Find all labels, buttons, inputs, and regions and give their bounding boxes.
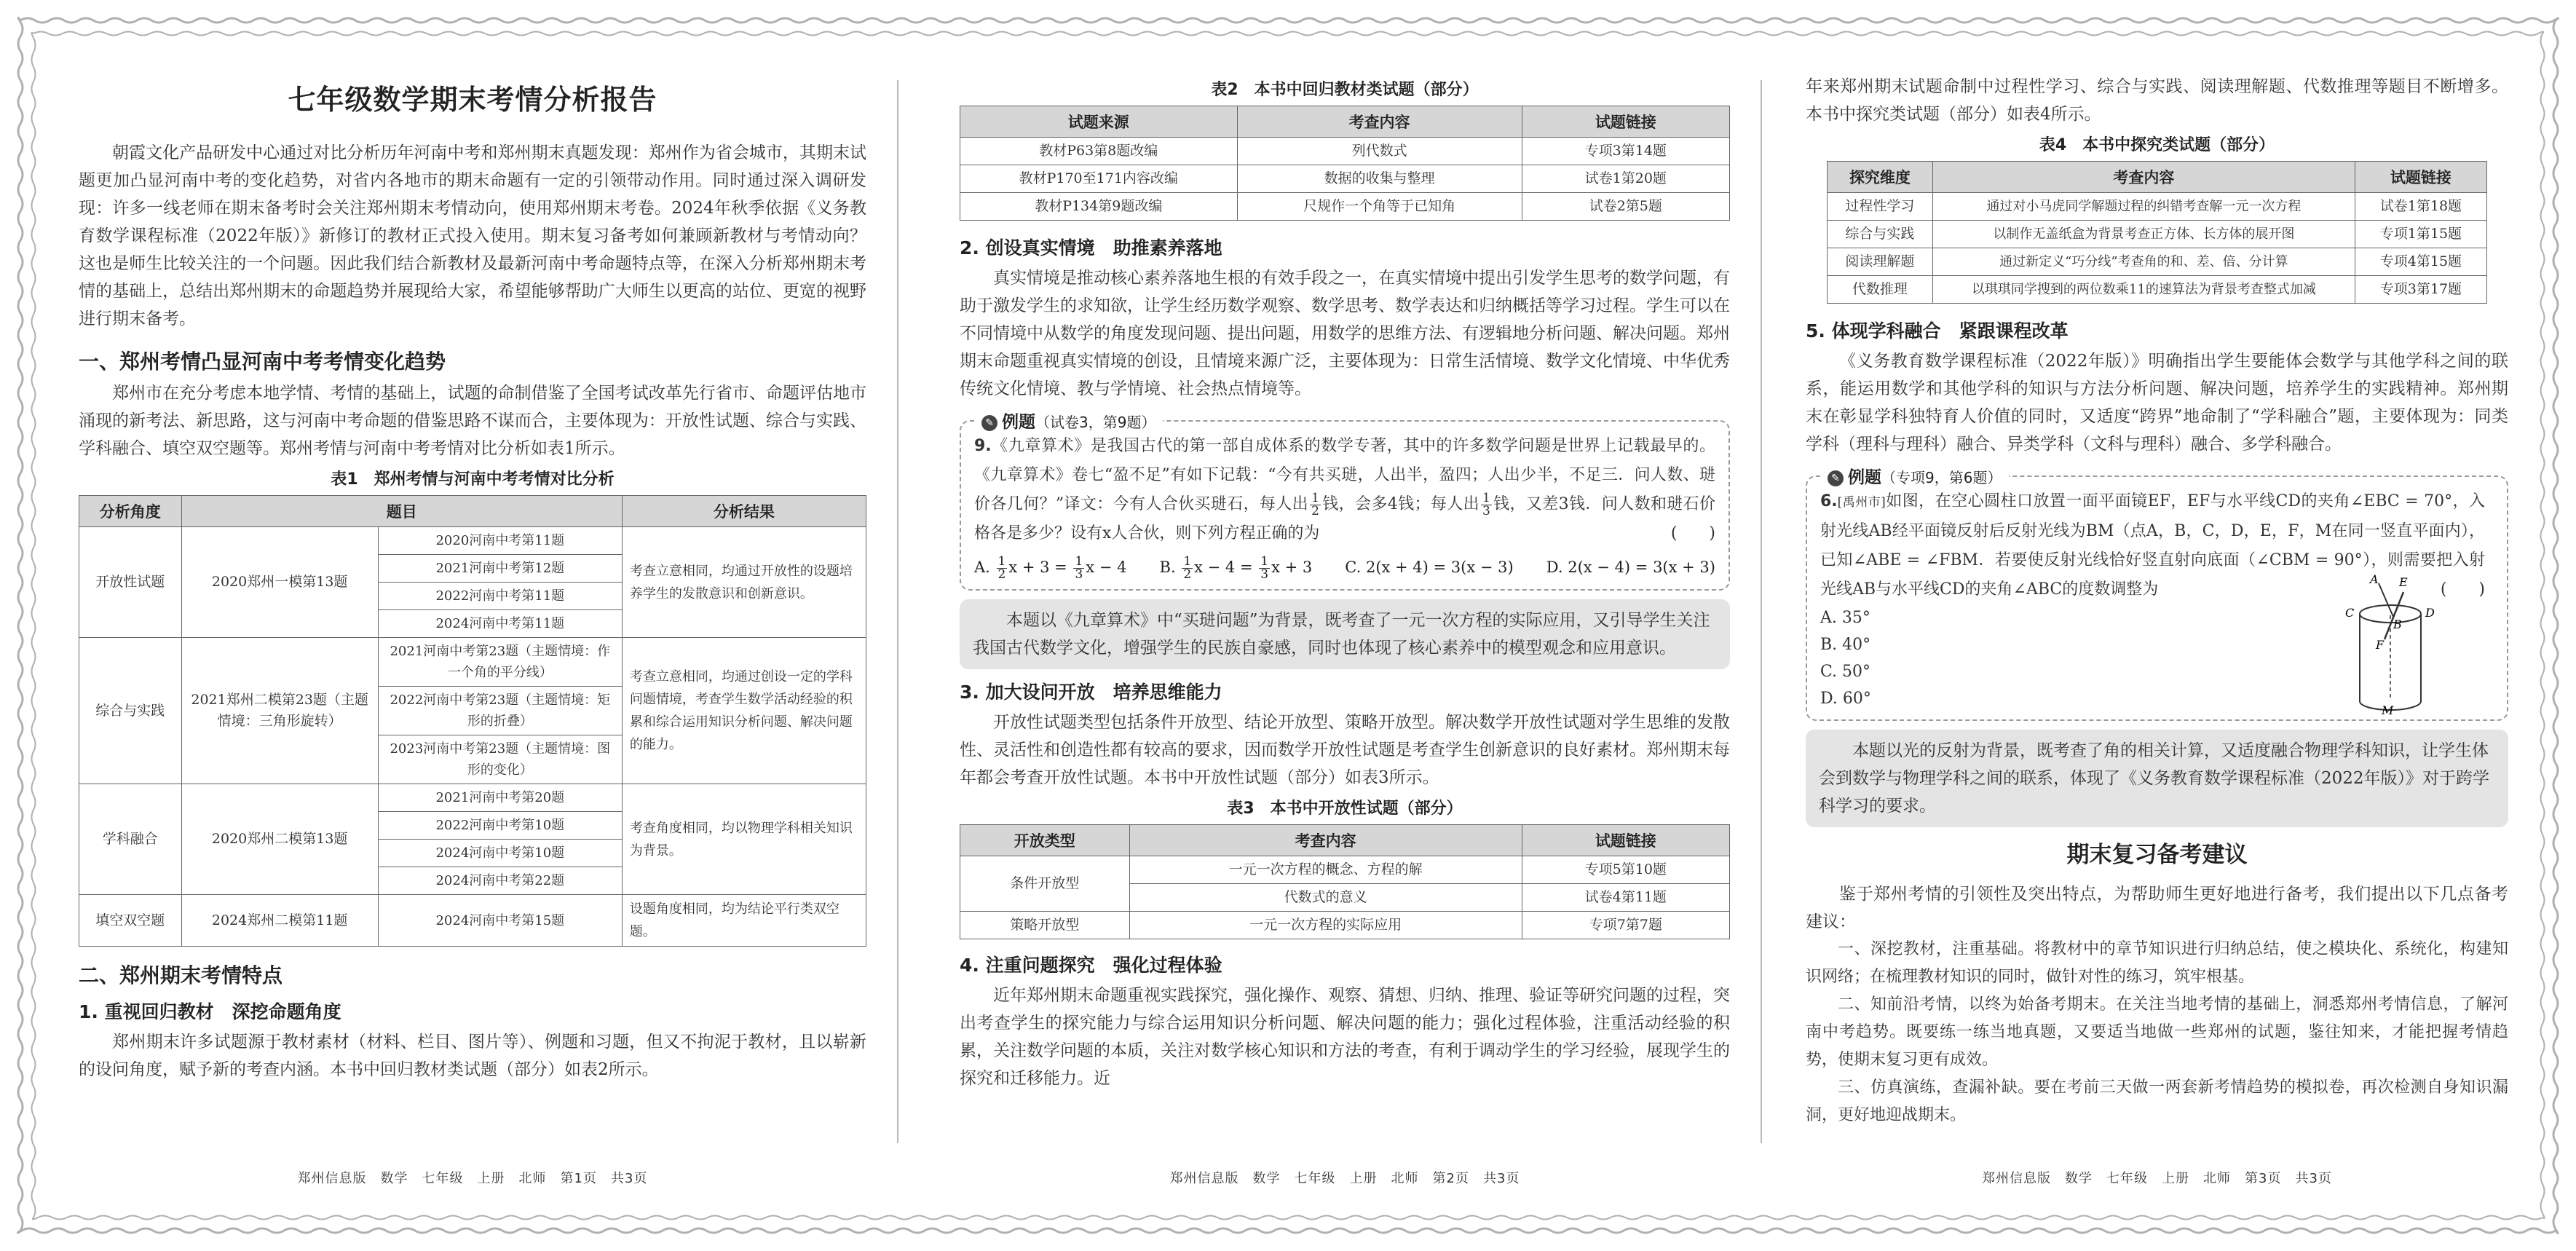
table-cell: 专项1第15题 — [2355, 221, 2486, 248]
table-header: 题目 — [181, 496, 622, 527]
figure-label: E — [2399, 575, 2408, 589]
table-caption: 表3 本书中开放性试题（部分） — [1227, 800, 1463, 818]
figure-label: A — [2370, 572, 2379, 586]
subsection-heading: 2. 创设真实情境 助推素养落地 — [960, 237, 1222, 259]
table-cell: 考查角度相同，均以物理学科相关知识为背景。 — [622, 784, 866, 895]
table-cell: 教材P134第9题改编 — [960, 193, 1238, 221]
option-a: A. $\frac{1}{2}$ x + 3 = $\frac{1}{3}$ x − 4 — [974, 554, 1127, 582]
table-row — [960, 856, 1730, 884]
table-cell: 专项5第10题 — [1522, 856, 1729, 884]
advice-intro: 鉴于郑州考情的引领性及突出特点，为帮助师生更好地进行备考，我们提出以下几点备考建议： — [1806, 885, 2508, 931]
table-cell: 专项3第14题 — [1522, 138, 1729, 165]
subsection-paragraph: 近年郑州期末命题重视实践探究，强化操作、观察、猜想、归纳、推理、验证等研究问题的过程，突出考查学生的探究能力与综合运用知识分析问题、解决问题的能力；强化过程体验，注重活动经验的积累，关注数学问题的本质，关注对数学核心知识和方法的考查，有利于调动学生的学习经验，展现学生的探究和迁移能力。近 — [960, 986, 1730, 1088]
subsection-paragraph: 郑州期末许多试题源于教材素材（材料、栏目、图片等）、例题和习题，但又不拘泥于教材，且以崭新的设问角度，赋予新的考查内涵。本书中回归教材类试题（部分）如表2所示。 — [79, 1033, 866, 1079]
table-cell: 2021郑州二模第23题（主题情境：三角形旋转） — [181, 638, 378, 784]
advice-title: 期末复习备考建议 — [2066, 842, 2248, 868]
table-cell: 2024河南中考第11题 — [378, 610, 622, 638]
table-cell: 专项3第17题 — [2355, 276, 2486, 304]
table-cell: 考查立意相同，均通过开放性的设题培养学生的发散意识和创新意识。 — [622, 527, 866, 638]
table-cell: 教材P170至171内容改编 — [960, 165, 1238, 193]
table-header: 考查内容 — [1932, 162, 2355, 193]
question-stem: 钱，又差3钱．问人数和琎石价格各是多少？设有x人合伙，则下列方程正确的为 — [974, 495, 1716, 542]
option-d: D. 2(x − 4) = 3(x + 3) — [1546, 559, 1715, 576]
table-cell: 综合与实践 — [79, 638, 182, 784]
table-cell: 代数式的意义 — [1129, 884, 1522, 912]
analysis-box: 本题以光的反射为背景，既考查了角的相关计算，又适度融合物理学科知识，让学生体会到数学与物理学科之间的联系，体现了《义务教育数学课程标准（2022年版）》对于跨学科学习的要求。 — [1806, 730, 2508, 827]
exploration-table — [1827, 161, 2487, 304]
table-cell: 填空双空题 — [79, 895, 182, 947]
table-row — [1827, 276, 2486, 304]
section-heading: 二、郑州期末考情特点 — [79, 963, 283, 987]
table-cell: 过程性学习 — [1827, 193, 1932, 221]
table-cell: 2024河南中考第10题 — [378, 840, 622, 867]
advice-item: 一、深挖教材，注重基础。将教材中的章节知识进行归纳总结，使之模块化、系统化，构建知识网络；在梳理教材知识的同时，做针对性的练习，筑牢根基。 — [1806, 940, 2508, 986]
table-cell: 代数推理 — [1827, 276, 1932, 304]
comparison-table — [79, 495, 866, 947]
example-box — [1806, 468, 2508, 721]
table-row — [960, 138, 1730, 165]
answer-paren: ( ) — [1670, 524, 1715, 542]
option-d: D. 60° — [1820, 690, 1871, 708]
table-cell: 2024河南中考第15题 — [378, 895, 622, 947]
subsection-paragraph: 真实情境是推动核心素养落地生根的有效手段之一，在真实情境中提出引发学生思考的数学问题，有助于激发学生的求知欲，让学生经历数学观察、数学思考、数学表达和归纳概括等学习过程。学生可以在不同情境中从数学的角度发现问题、提出问题，用数学的思维方法、有逻辑地分析问题、解决问题。郑州期末命题重视真实情境的创设，且情境来源广泛，主要体现为：日常生活情境、数学文化情境、中华优秀传统文化情境、教与学情境、社会热点情境等。 — [960, 269, 1730, 398]
figure-label: C — [2345, 606, 2355, 620]
option-a: A. 35° — [1820, 609, 1870, 627]
pencil-icon: ✎ — [981, 415, 997, 431]
table-cell: 2024郑州二模第11题 — [181, 895, 378, 947]
example-label: 例题 — [1002, 413, 1035, 432]
table-cell: 2022河南中考第11题 — [378, 583, 622, 610]
table-row — [79, 638, 866, 687]
table-caption: 表2 本书中回归教材类试题（部分） — [1211, 81, 1479, 99]
subsection-heading: 3. 加大设问开放 培养思维能力 — [960, 682, 1222, 703]
table-header: 开放类型 — [960, 825, 1130, 856]
table-header: 分析角度 — [79, 496, 182, 527]
table-header: 考查内容 — [1237, 106, 1522, 138]
table-cell: 开放性试题 — [79, 527, 182, 638]
table-cell: 2020河南中考第11题 — [378, 527, 622, 555]
table-cell: 设题角度相同，均为结论平行类双空题。 — [622, 895, 866, 947]
table-cell: 2022河南中考第23题（主题情境：矩形的折叠） — [378, 687, 622, 735]
mirror-ef — [2385, 592, 2403, 639]
table-row — [1827, 221, 2486, 248]
table-row — [1827, 193, 2486, 221]
analysis-box: 本题以《九章算术》中“买琎问题”为背景，既考查了一元一次方程的实际应用，又引导学生关注我国古代数学文化，增强学生的民族自豪感，同时也体现了核心素养中的模型观念和应用意识。 — [960, 599, 1730, 669]
table-cell: 一元一次方程的实际应用 — [1129, 912, 1522, 939]
column-divider — [1761, 80, 1762, 1143]
table-cell: 专项4第15题 — [2355, 248, 2486, 276]
table-cell: 2023河南中考第23题（主题情境：图形的变化） — [378, 735, 622, 784]
figure-label: B — [2393, 617, 2402, 631]
cylinder-top — [2360, 605, 2421, 623]
region-tag: [禹州市] — [1837, 495, 1886, 510]
figure-label: D — [2425, 606, 2435, 620]
question-stem: 如图，在空心圆柱口放置一面平面镜EF，EF与水平线CD的夹角∠EBC = 70°，入射光线AB经平面镜反射后反射光线为BM（点A，B，C，D，E，F，M在同一竖直平面内），已知∠ABE = ∠FBM．若要使反射光线恰好竖直射向底面（∠CBM = 90°），则需要把入射光线AB与水平线CD的夹角∠ABC的度数调整为 — [1820, 492, 2486, 599]
table-cell: 学科融合 — [79, 784, 182, 895]
options-row — [974, 553, 1715, 582]
figure-label: F — [2376, 638, 2385, 652]
table-row — [79, 527, 866, 555]
option-b: B. $\frac{1}{2}$ x − 4 = $\frac{1}{3}$ x + 3 — [1159, 554, 1313, 582]
table-cell: 列代数式 — [1237, 138, 1522, 165]
table-cell: 数据的收集与整理 — [1237, 165, 1522, 193]
table-cell: 一元一次方程的概念、方程的解 — [1129, 856, 1522, 884]
textbook-table — [960, 106, 1730, 221]
subsection-heading: 1. 重视回归教材 深挖命题角度 — [79, 1001, 341, 1022]
page-title: 七年级数学期末考情分析报告 — [288, 84, 657, 116]
answer-paren: ( ) — [2440, 580, 2485, 599]
question-number: 6. — [1820, 492, 1838, 510]
table-header: 分析结果 — [622, 496, 866, 527]
table-header: 试题链接 — [1522, 825, 1729, 856]
pencil-icon: ✎ — [1828, 470, 1844, 486]
question-number: 9. — [974, 437, 992, 455]
advice-item: 二、知前沿考情，以终为始备考期末。在关注当地考情的基础上，洞悉郑州考情信息，了解河南中考趋势。既要练一练当地真题，又要适当地做一些郑州的试题，鉴往知来，才能把握考情趋势，使期末复习更有成效。 — [1806, 995, 2508, 1069]
table-row — [1827, 248, 2486, 276]
table-header: 试题来源 — [960, 106, 1238, 138]
table-cell: 2024河南中考第22题 — [378, 867, 622, 895]
continued-paragraph: 年来郑州期末试题命制中过程性学习、综合与实践、阅读理解题、代数推理等题目不断增多。本书中探究类试题（部分）如表4所示。 — [1806, 77, 2508, 124]
table-cell: 2020郑州二模第13题 — [181, 784, 378, 895]
page-1 — [79, 73, 866, 1158]
fraction-numerator: 1 — [1311, 490, 1319, 505]
intro-paragraph: 朝霞文化产品研发中心通过对比分析历年河南中考和郑州期末真题发现：郑州作为省会城市，其期末试题更加凸显河南中考的变化趋势，对省内各地市的期末命题有一定的引领带动作用。同时通过深入调研发现：许多一线老师在期末备考时会关注郑州期末考情动向，使用郑州期末考卷。2024年秋季依据《义务教育数学课程标准（2022年版）》新修订的教材正式投入使用。期末复习备考如何兼顾新教材与考情动向？这也是师生比较关注的一个问题。因此我们结合新教材及最新河南中考命题特点等，在深入分析郑州期末考情的基础上，总结出郑州期末的命题趋势并展现给大家，希望能够帮助广大师生以更高的站位、更宽的视野进行期末备考。 — [79, 143, 866, 328]
fraction — [1310, 492, 1321, 518]
table-cell: 2021河南中考第23题（主题情境：作一个角的平分线） — [378, 638, 622, 687]
subsection-paragraph: 开放性试题类型包括条件开放型、结论开放型、策略开放型。解决数学开放性试题对学生思维的发散性、灵活性和创造性都有较高的要求，因而数学开放性试题是考查学生创新意识的良好素材。郑州期末每年都会考查开放性试题。本书中开放性试题（部分）如表3所示。 — [960, 713, 1730, 787]
page-footer: 郑州信息版 数学 七年级 上册 北师 第2页 共3页 — [1169, 1171, 1520, 1186]
example-source: （试卷3，第9题） — [1035, 414, 1156, 431]
figure-label: M — [2382, 703, 2394, 716]
example-tag — [974, 409, 1163, 433]
fraction-denominator: 2 — [1311, 503, 1319, 518]
table-cell: 2020郑州一模第13题 — [181, 527, 378, 638]
table-cell: 2021河南中考第20题 — [378, 784, 622, 812]
table-cell: 考查立意相同，均通过创设一定的学科问题情境，考查学生数学活动经验的积累和综合运用知识分析问题、解决问题的能力。 — [622, 638, 866, 784]
table-header: 探究维度 — [1827, 162, 1932, 193]
table-row — [79, 784, 866, 812]
option-c: C. 50° — [1820, 663, 1871, 681]
table-row — [960, 165, 1730, 193]
advice-item: 三、仿真演练，查漏补缺。要在考前三天做一两套新考情趋势的模拟卷，再次检测自身知识漏洞，更好地迎战期末。 — [1806, 1078, 2508, 1124]
example-tag — [1820, 464, 2009, 488]
table-cell: 通过对小马虎同学解题过程的纠错考查解一元一次方程 — [1932, 193, 2355, 221]
subsection-paragraph: 《义务教育数学课程标准（2022年版）》明确指出学生要能体会数学与其他学科之间的联系，能运用数学和其他学科的知识与方法分析问题、解决问题，培养学生的实践精神。郑州期末在彰显学科独特育人价值的同时，又适度“跨界”地命制了“学科融合”题，主要体现为：同类学科（理科与理科）融合、异类学科（文科与理科）融合、多学科融合。 — [1806, 352, 2508, 454]
example-source: （专项9，第6题） — [1881, 469, 2002, 486]
page-2 — [960, 73, 1730, 1158]
subsection-heading: 5. 体现学科融合 紧跟课程改革 — [1806, 320, 2069, 342]
table-cell: 试卷1第20题 — [1522, 165, 1729, 193]
cylinder-mirror-figure — [2318, 570, 2463, 716]
example-question — [974, 432, 1715, 548]
table-cell: 2022河南中考第10题 — [378, 812, 622, 840]
question-stem: 钱，会多4钱；每人出 — [1321, 495, 1479, 513]
page-3 — [1806, 73, 2508, 1158]
incident-ray — [2379, 583, 2393, 617]
page-footer: 郑州信息版 数学 七年级 上册 北师 第1页 共3页 — [297, 1171, 648, 1186]
table-header: 试题链接 — [2355, 162, 2486, 193]
fraction-numerator: 1 — [1482, 490, 1490, 505]
table-caption: 表4 本书中探究类试题（部分） — [2039, 136, 2275, 154]
table-caption: 表1 郑州考情与河南中考考情对比分析 — [331, 470, 615, 489]
table-header: 试题链接 — [1522, 106, 1729, 138]
section-paragraph: 郑州市在充分考虑本地学情、考情的基础上，试题的命制借鉴了全国考试改革先行省市、命题评估地市涌现的新考法、新思路，这与河南中考命题的借鉴思路不谋而合，主要体现为：开放性试题、综合与实践、学科融合、填空双空题等。郑州考情与河南中考考情对比分析如表1所示。 — [79, 384, 866, 458]
fraction — [1481, 492, 1492, 518]
table-row — [960, 193, 1730, 221]
example-label: 例题 — [1848, 468, 1881, 487]
table-row — [960, 912, 1730, 939]
table-cell: 以制作无盖纸盒为背景考查正方体、长方体的展开图 — [1932, 221, 2355, 248]
table-cell: 试卷4第11题 — [1522, 884, 1729, 912]
table-header: 考查内容 — [1129, 825, 1522, 856]
option-c: C. 2(x + 4) = 3(x − 3) — [1345, 559, 1514, 576]
table-cell: 阅读理解题 — [1827, 248, 1932, 276]
table-cell: 通过新定义“巧分线”考查角的和、差、倍、分计算 — [1932, 248, 2355, 276]
section-heading: 一、郑州考情凸显河南中考考情变化趋势 — [79, 350, 446, 374]
table-cell: 专项7第7题 — [1522, 912, 1729, 939]
open-question-table — [960, 824, 1730, 939]
table-cell: 2021河南中考第12题 — [378, 555, 622, 583]
table-cell: 综合与实践 — [1827, 221, 1932, 248]
subsection-heading: 4. 注重问题探究 强化过程体验 — [960, 955, 1222, 976]
page-footer: 郑州信息版 数学 七年级 上册 北师 第3页 共3页 — [1982, 1171, 2332, 1186]
table-cell: 教材P63第8题改编 — [960, 138, 1238, 165]
example-box — [960, 413, 1730, 591]
fraction-denominator: 3 — [1482, 503, 1490, 518]
table-cell: 以琪琪同学搜到的两位数乘11的速算法为背景考查整式加减 — [1932, 276, 2355, 304]
options-list — [1820, 604, 2267, 712]
column-divider — [897, 80, 898, 1143]
table-cell: 试卷1第18题 — [2355, 193, 2486, 221]
table-cell: 条件开放型 — [960, 856, 1130, 912]
option-b: B. 40° — [1820, 636, 1871, 654]
table-row — [79, 895, 866, 947]
table-cell: 尺规作一个角等于已知角 — [1237, 193, 1522, 221]
table-cell: 试卷2第5题 — [1522, 193, 1729, 221]
question-stem: 《九章算术》是我国古代的第一部自成体系的数学专著，其中的许多数学问题是世界上记载最早的。《九章算术》卷七“盈不足”有如下记载：“今有共买琎，人出半，盈四；人出少半，不足三．问人数、琎价各几何？”译文：今有人合伙买琎石，每人出 — [974, 437, 1715, 513]
table-cell: 策略开放型 — [960, 912, 1130, 939]
